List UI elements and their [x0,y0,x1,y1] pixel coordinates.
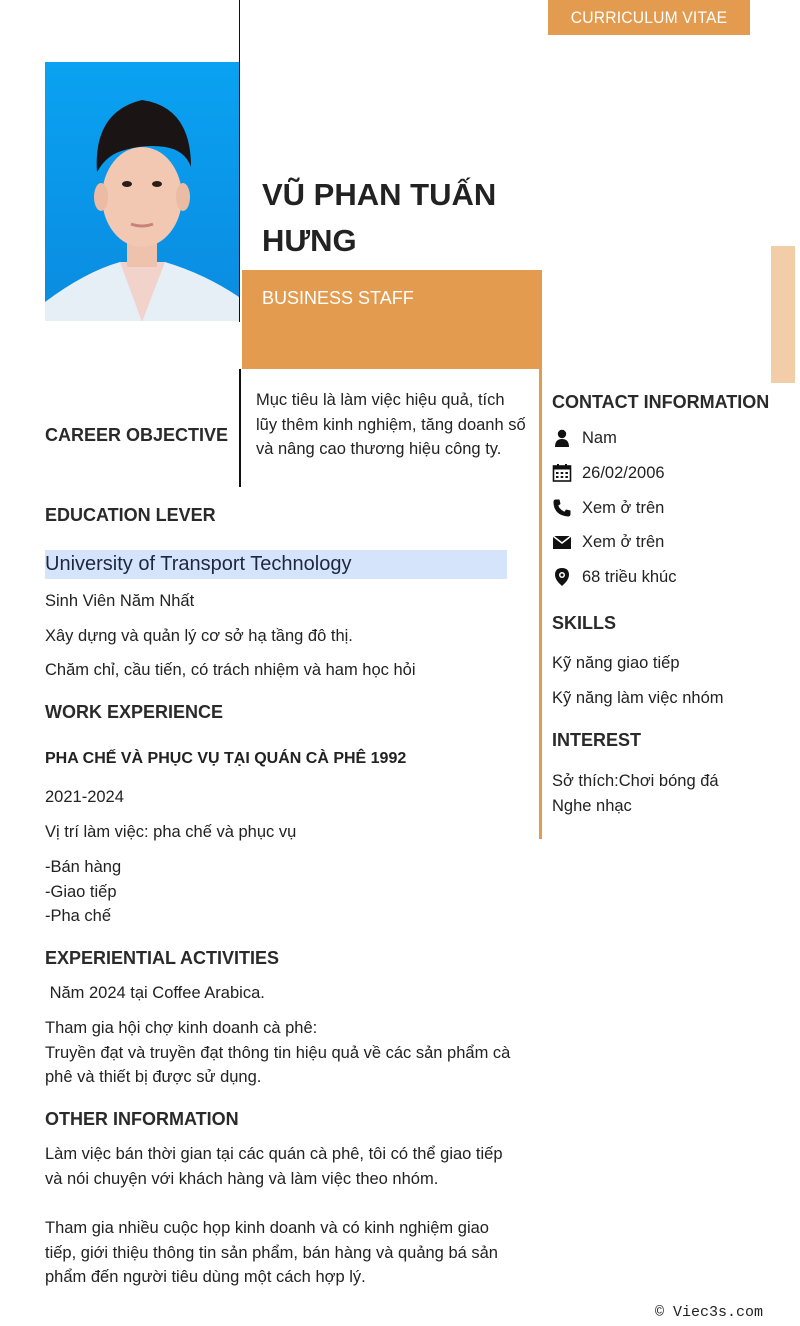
location-pin-icon [552,567,572,587]
divider-vertical-objective [239,369,241,487]
cv-banner: CURRICULUM VITAE [548,0,750,35]
activities-heading: EXPERIENTIAL ACTIVITIES [45,948,280,968]
work-years: 2021-2024 [45,788,124,806]
work-duty: -Giao tiếp [45,882,117,901]
work-job-title: PHA CHẾ VÀ PHỤC VỤ TẠI QUÁN CÀ PHÊ 1992 [45,750,407,767]
divider-vertical-top [239,0,240,322]
skills-heading: SKILLS [552,613,617,633]
contact-value: Nam [582,428,617,447]
footer-copyright: © Viec3s.com [655,1304,764,1321]
contact-address [552,565,676,589]
education-line: Xây dựng và quản lý cơ sở hạ tầng đô thị. [45,627,353,645]
calendar-icon [552,463,572,483]
work-duty: -Pha chế [45,907,112,925]
other-info-paragraph: Làm việc bán thời gian tại các quán cà phê, tôi có thể giao tiếp và nói chuyện với khách hàng và làm việc theo nhóm. [45,1145,503,1188]
contact-value: Xem ở trên [582,532,665,551]
work-position: Vị trí làm việc: pha chế và phục vụ [45,823,297,841]
contact-phone [552,496,664,520]
work-duty: -Bán hàng [45,858,122,876]
work-duties-list [45,855,121,929]
activity-line: Truyền đạt và truyền đạt thông tin hiệu quả về các sản phẩm cà phê và thiết bị được sử dụng. [45,1043,511,1086]
phone-icon [552,498,572,518]
contact-gender [552,426,617,450]
interest-heading: INTEREST [552,730,642,750]
skill-item: Kỹ năng làm việc nhóm [552,689,724,707]
other-info-paragraph: Tham gia nhiều cuộc họp kinh doanh và có kinh nghiệm giao tiếp, giới thiệu thông tin sản phẩm, bán hàng và quảng bá sản phẩm đến người tiêu dùng một cách hợp lý. [45,1219,498,1286]
work-heading: WORK EXPERIENCE [45,702,224,722]
education-line: Sinh Viên Năm Nhất [45,592,195,610]
contact-birthdate [552,461,665,485]
portrait-illustration [45,62,239,321]
job-title: BUSINESS STAFF [262,288,414,308]
envelope-icon [552,532,572,552]
skill-item: Kỹ năng giao tiếp [552,654,680,672]
activity-line: Năm 2024 tại Coffee Arabica. [45,984,265,1002]
divider-vertical-accent [539,369,542,839]
decorative-side-tab [771,246,795,383]
person-icon [552,428,572,448]
career-objective-heading: CAREER OBJECTIVE [45,425,229,445]
contact-heading: CONTACT INFORMATION [552,392,770,412]
interest-item: Nghe nhạc [552,796,632,815]
contact-email [552,530,664,554]
education-heading: EDUCATION LEVER [45,505,216,525]
activity-detail [45,1016,515,1090]
profile-photo [45,62,239,321]
education-line: Chăm chỉ, cầu tiến, có trách nhiệm và ham học hỏi [45,661,416,679]
other-info-heading: OTHER INFORMATION [45,1109,239,1129]
education-school: University of Transport Technology [45,550,507,579]
contact-value: Xem ở trên [582,498,665,517]
contact-value: 26/02/2006 [582,463,665,482]
interest-list [552,769,772,818]
candidate-name: VŨ PHAN TUẤN HƯNG [262,177,497,258]
job-title-box [242,270,542,369]
interest-item: Sở thích:Chơi bóng đá [552,772,719,790]
career-objective-text: Mục tiêu là làm việc hiệu quả, tích lũy thêm kinh nghiệm, tăng doanh số và nâng cao thương hiệu công ty. [256,391,526,458]
contact-value: 68 triều khúc [582,567,677,586]
activity-line: Tham gia hội chợ kinh doanh cà phê: [45,1019,318,1037]
